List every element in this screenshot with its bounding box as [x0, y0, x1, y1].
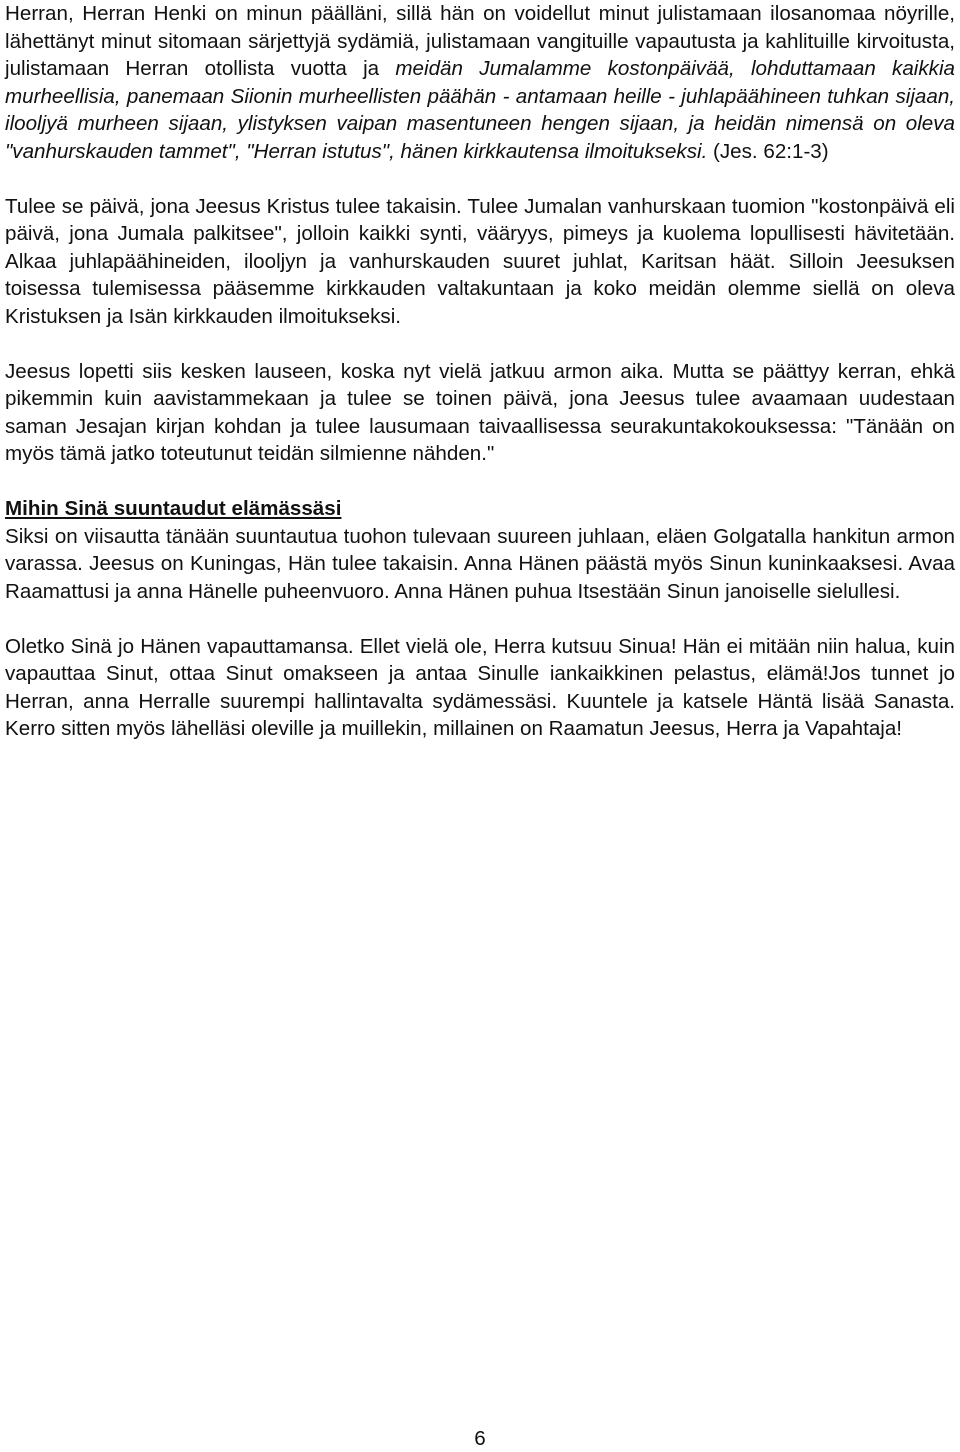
quote-intro-text: Herran, Herran Henki on minun päälläni, sillä hän on voidellut minut julistamaan ilosanomaa nöyrille, lähettänyt minut sitomaan särjettyjä sydämiä, julistamaan vangituille vapautusta ja kahlituille kirvoitusta, julistamaan Herran otollista vuotta ja	[5, 2, 955, 80]
document-page	[5, 0, 955, 743]
second-coming-paragraph: Tulee se päivä, jona Jeesus Kristus tulee takaisin. Tulee Jumalan vanhurskaan tuomion "kostonpäivä eli päivä, jona Jumala palkitsee", jolloin kaikki synti, vääryys, pimeys ja kuolema lopullisesti hävitetään. Alkaa juhlapäähineiden, ilooljyn ja vanhurskauden suuret juhlat, Karitsan häät. Silloin Jeesuksen toisessa tulemisessa pääsemme kirkkauden valtakuntaan ja koko meidän olemme siellä on oleva Kristuksen ja Isän kirkkauden ilmoitukseksi.	[5, 194, 955, 328]
invitation-paragraph: Oletko Sinä jo Hänen vapauttamansa. Ellet vielä ole, Herra kutsuu Sinua! Hän ei mitään niin halua, kuin vapauttaa Sinut, ottaa Sinut omakseen ja antaa Sinulle iankaikkinen pelastus, elämä!Jos tunnet jo Herran, anna Herralle suurempi hallintavalta sydämessäsi. Kuuntele ja katsele Häntä lisää Sanasta. Kerro sitten myös lähelläsi oleville ja muillekin, millainen on Raamatun Jeesus, Herra ja Vapahtaja!	[5, 634, 955, 740]
quote-italic-text: meidän Jumalamme kostonpäivää, lohduttamaan kaikkia murheellisia, panemaan Siionin murheellisten päähän - antamaan heille - juhlapäähineen tuhkan sijaan, ilooljyä murheen sijaan, ylistyksen vaipan masentuneen hengen sijaan, ja heidän nimensä on oleva "vanhurskauden tammet", "Herran istutus", hänen kirkkautensa ilmoitukseksi.	[5, 57, 955, 163]
grace-time-paragraph: Jeesus lopetti siis kesken lauseen, koska nyt vielä jatkuu armon aika. Mutta se päättyy kerran, ehkä pikemmin kuin aavistammekaan ja tulee se toinen päivä, jona Jeesus tulee avaamaan uudestaan saman Jesajan kirjan kohdan ja tulee lausumaan taivaallisessa seurakuntakokouksessa: "Tänään on myös tämä jatko toteutunut teidän silmienne nähden."	[5, 359, 955, 465]
orientation-paragraph: Siksi on viisautta tänään suuntautua tuohon tulevaan suureen juhlaan, eläen Golgatalla hankitun armon varassa. Jeesus on Kuningas, Hän tulee takaisin. Anna Hänen päästä myös Sinun kuninkaaksesi. Avaa Raamattusi ja anna Hänelle puheenvuoro. Anna Hänen puhua Itsestään Sinun janoiselle sielullesi.	[5, 524, 955, 603]
scripture-quote-paragraph	[5, 0, 955, 165]
page-number: 6	[474, 1427, 486, 1450]
scripture-reference: (Jes. 62:1-3)	[707, 139, 829, 163]
section-heading: Mihin Sinä suuntaudut elämässäsi	[5, 497, 342, 520]
